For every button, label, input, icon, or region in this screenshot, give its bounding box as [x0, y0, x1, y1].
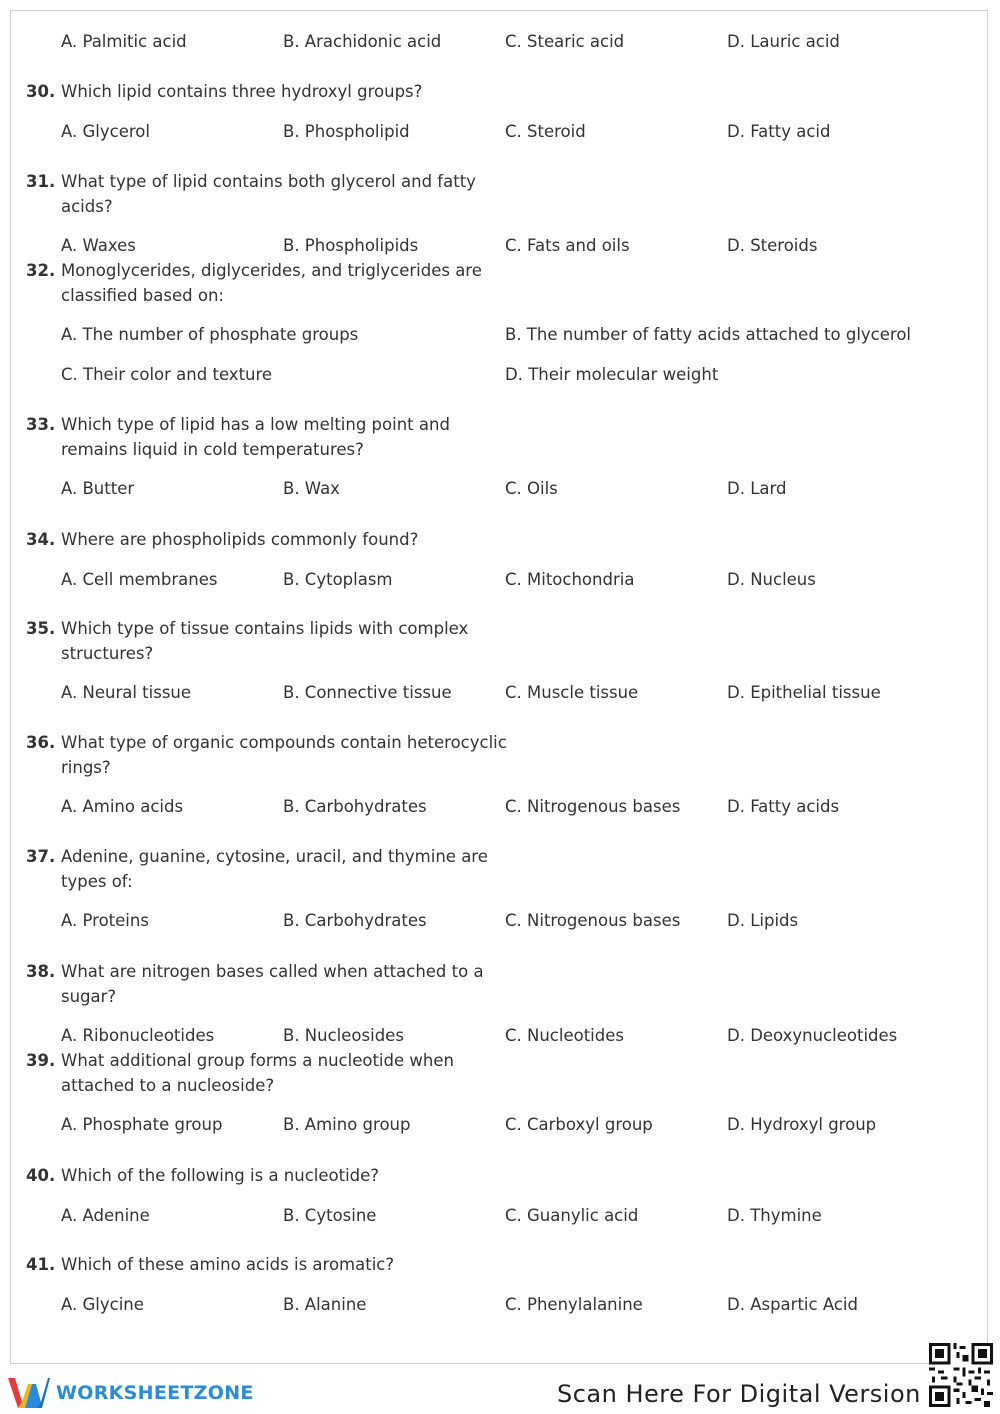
question-36	[26, 731, 986, 819]
option-c[interactable]: C. Guanylic acid	[505, 1205, 639, 1225]
question-34	[26, 528, 986, 592]
option-a[interactable]: A. Phosphate group	[61, 1115, 223, 1134]
option-b[interactable]: B. Alanine	[283, 1294, 367, 1314]
option-b[interactable]: B. Phospholipid	[283, 121, 410, 141]
answer-options	[61, 795, 986, 819]
option-d[interactable]: D. Lipids	[727, 911, 799, 930]
option-a[interactable]: A. Waxes	[61, 236, 136, 255]
option-a[interactable]: A. Cell membranes	[61, 569, 218, 589]
option-d[interactable]: D. Steroids	[727, 236, 818, 255]
question-35	[26, 617, 986, 705]
question-number: 37.	[26, 847, 56, 866]
option-c[interactable]: C. Mitochondria	[505, 569, 635, 589]
option-b[interactable]: B. The number of fatty acids attached to glycerol	[505, 325, 911, 344]
answer-options	[61, 1293, 986, 1317]
question-33	[26, 413, 986, 501]
question-number: 39.	[26, 1051, 56, 1070]
option-c[interactable]: C. Muscle tissue	[505, 683, 639, 702]
question-text: What additional group forms a nucleotide when attached to a nucleoside?	[61, 1051, 454, 1095]
option-d[interactable]: D. Their molecular weight	[505, 365, 719, 384]
question-text: Which of the following is a nucleotide?	[61, 1166, 380, 1185]
question-number: 36.	[26, 733, 56, 752]
option-d[interactable]: D. Lauric acid	[727, 32, 840, 51]
option-a[interactable]: A. Palmitic acid	[61, 32, 187, 51]
answer-options	[61, 234, 986, 258]
option-b[interactable]: B. Wax	[283, 479, 340, 498]
question-number: 35.	[26, 619, 56, 638]
option-d[interactable]: D. Deoxynucleotides	[727, 1026, 898, 1045]
question-text: Which type of lipid has a low melting point and remains liquid in cold temperatures?	[61, 415, 450, 459]
question-37	[26, 845, 986, 933]
question-32	[26, 259, 986, 387]
option-c[interactable]: C. Nucleotides	[505, 1026, 624, 1045]
question-number: 30.	[26, 82, 56, 101]
option-d[interactable]: D. Thymine	[727, 1205, 822, 1225]
question-30	[26, 80, 986, 144]
option-a[interactable]: A. Glycerol	[61, 121, 150, 141]
answer-options	[61, 1024, 986, 1048]
option-c[interactable]: C. Nitrogenous bases	[505, 797, 681, 816]
question-number: 41.	[26, 1255, 56, 1274]
question-number: 33.	[26, 415, 56, 434]
option-b[interactable]: B. Carbohydrates	[283, 797, 427, 816]
option-a[interactable]: A. Butter	[61, 479, 135, 498]
logo-text: WORKSHEETZONE	[56, 1382, 254, 1404]
question-39	[26, 1049, 986, 1137]
question-number: 38.	[26, 962, 56, 981]
option-a[interactable]: A. The number of phosphate groups	[61, 325, 359, 344]
question-29-continued	[26, 30, 986, 54]
option-b[interactable]: B. Connective tissue	[283, 683, 452, 702]
question-text: Adenine, guanine, cytosine, uracil, and thymine are types of:	[61, 847, 488, 891]
option-a[interactable]: A. Glycine	[61, 1294, 144, 1314]
option-b[interactable]: B. Carbohydrates	[283, 911, 427, 930]
option-d[interactable]: D. Nucleus	[727, 569, 816, 589]
option-d[interactable]: D. Fatty acid	[727, 121, 831, 141]
question-number: 32.	[26, 261, 56, 280]
option-c[interactable]: C. Carboxyl group	[505, 1115, 653, 1134]
question-41	[26, 1253, 986, 1317]
option-b[interactable]: B. Cytoplasm	[283, 569, 393, 589]
option-d[interactable]: D. Fatty acids	[727, 797, 840, 816]
option-a[interactable]: A. Amino acids	[61, 797, 184, 816]
option-d[interactable]: D. Hydroxyl group	[727, 1115, 877, 1134]
question-38	[26, 960, 986, 1048]
question-31	[26, 170, 986, 258]
option-c[interactable]: C. Oils	[505, 479, 558, 498]
answer-options	[61, 1113, 986, 1137]
worksheetzone-logo[interactable]	[8, 1376, 254, 1410]
option-a[interactable]: A. Adenine	[61, 1205, 150, 1225]
option-a[interactable]: A. Neural tissue	[61, 683, 192, 702]
option-b[interactable]: B. Cytosine	[283, 1205, 377, 1225]
question-text: What type of lipid contains both glycerol and fatty acids?	[61, 172, 476, 216]
question-text: Which of these amino acids is aromatic?	[61, 1255, 395, 1274]
option-d[interactable]: D. Epithelial tissue	[727, 683, 881, 702]
scan-instruction: Scan Here For Digital Version	[557, 1380, 921, 1408]
answer-options	[61, 568, 986, 592]
answer-options	[61, 909, 986, 933]
answer-options	[61, 1204, 986, 1228]
question-text: Monoglycerides, diglycerides, and triglycerides are classified based on:	[61, 261, 482, 305]
option-a[interactable]: A. Ribonucleotides	[61, 1026, 215, 1045]
answer-options	[61, 681, 986, 705]
option-d[interactable]: D. Lard	[727, 479, 787, 498]
option-c[interactable]: C. Fats and oils	[505, 236, 630, 255]
option-c[interactable]: C. Phenylalanine	[505, 1294, 643, 1314]
question-text: What type of organic compounds contain heterocyclic rings?	[61, 733, 507, 777]
option-b[interactable]: B. Arachidonic acid	[283, 32, 442, 51]
option-b[interactable]: B. Phospholipids	[283, 236, 419, 255]
option-c[interactable]: C. Steroid	[505, 121, 586, 141]
answer-options	[61, 30, 986, 54]
question-text: Where are phospholipids commonly found?	[61, 530, 419, 549]
option-d[interactable]: D. Aspartic Acid	[727, 1294, 858, 1314]
question-40	[26, 1164, 986, 1228]
answer-options	[61, 120, 986, 144]
answer-options	[61, 477, 986, 501]
option-c[interactable]: C. Nitrogenous bases	[505, 911, 681, 930]
question-text: Which type of tissue contains lipids with complex structures?	[61, 619, 469, 663]
option-b[interactable]: B. Nucleosides	[283, 1026, 404, 1045]
logo-w-icon	[8, 1376, 50, 1410]
option-a[interactable]: A. Proteins	[61, 911, 149, 930]
question-text: What are nitrogen bases called when attached to a sugar?	[61, 962, 484, 1006]
option-b[interactable]: B. Amino group	[283, 1115, 411, 1134]
question-number: 31.	[26, 172, 56, 191]
answer-options	[61, 323, 986, 387]
question-number: 34.	[26, 530, 56, 549]
option-c[interactable]: C. Their color and texture	[61, 365, 273, 384]
qr-code-icon[interactable]	[929, 1343, 993, 1407]
question-text: Which lipid contains three hydroxyl groups?	[61, 82, 423, 101]
question-number: 40.	[26, 1166, 56, 1185]
option-c[interactable]: C. Stearic acid	[505, 32, 625, 51]
